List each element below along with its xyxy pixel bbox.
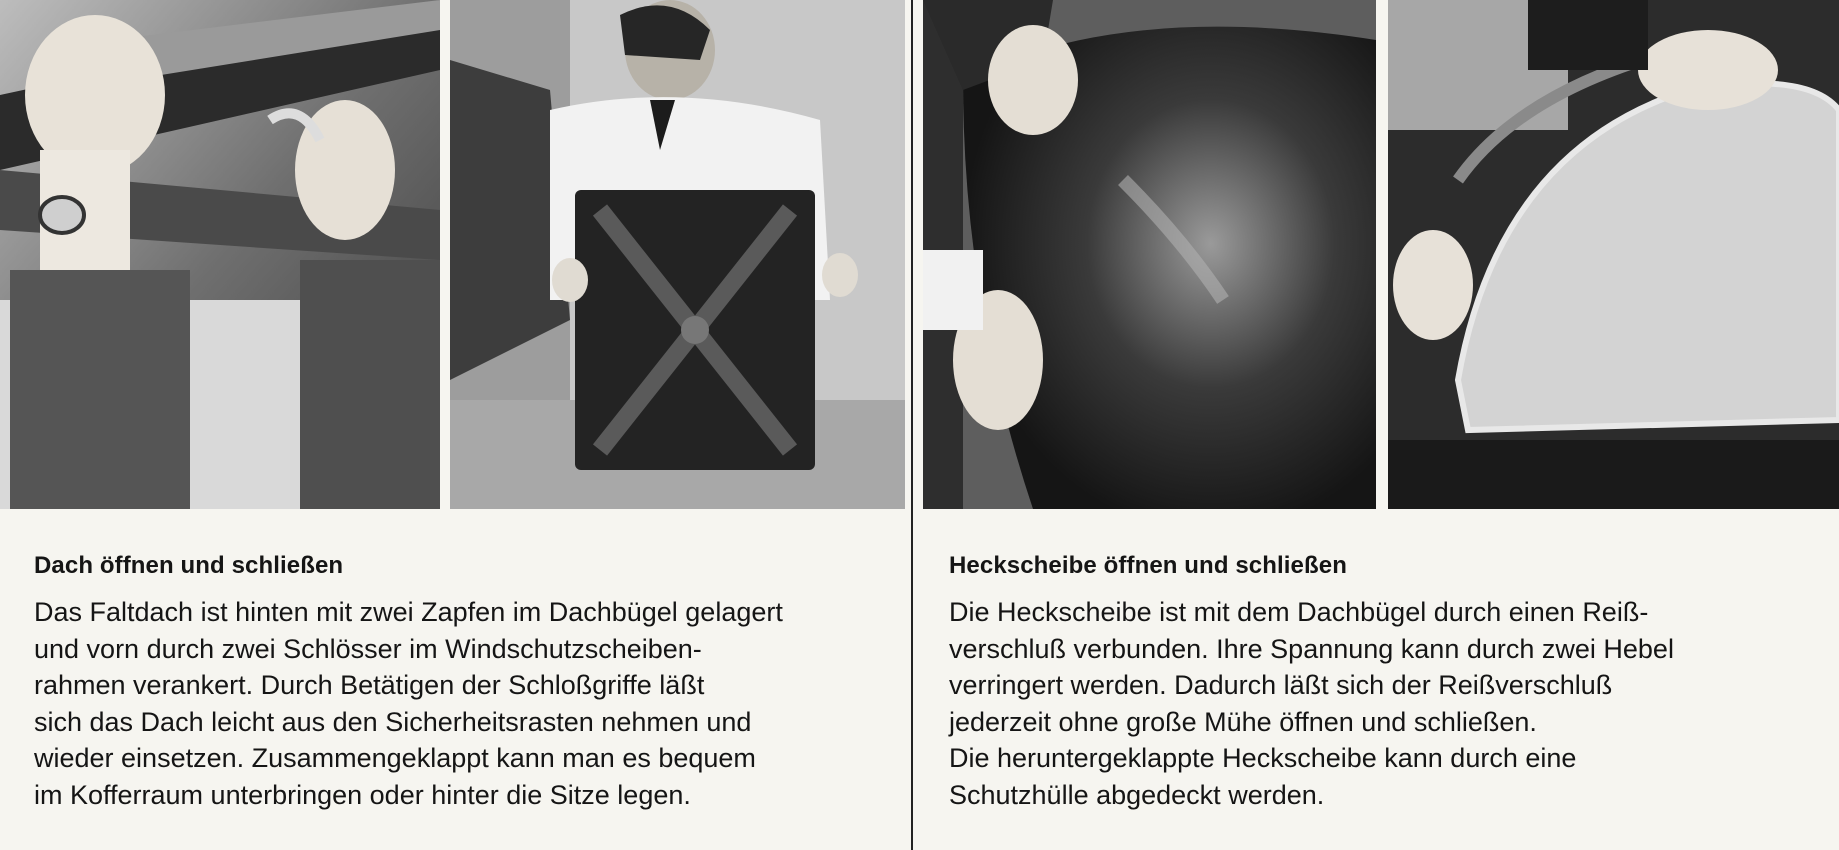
text-line: verringert werden. Dadurch läßt sich der Reißverschluß (949, 670, 1613, 700)
section-roof (34, 552, 894, 813)
text-line: jederzeit ohne große Mühe öffnen und schließen. (949, 706, 1537, 737)
paragraph-rear-window (949, 594, 1819, 813)
photo-folded-roof (450, 0, 905, 509)
paragraph-roof (34, 594, 894, 813)
text-line: im Kofferraum unterbringen oder hinter die Sitze legen. (34, 779, 691, 810)
heading-roof: Dach öffnen und schließen (34, 552, 344, 579)
text-line: rahmen verankert. Durch Betätigen der Schloßgriffe läßt (34, 670, 705, 700)
photo-rear-window-zip (923, 0, 1376, 509)
text-line: sich das Dach leicht aus den Sicherheitsrasten nehmen und (34, 706, 752, 737)
text-line: Die heruntergeklappte Heckscheibe kann durch eine (949, 743, 1577, 773)
heading-rear-window: Heckscheibe öffnen und schließen (949, 552, 1347, 579)
column-divider (911, 0, 913, 850)
text-line: und vorn durch zwei Schlösser im Windschutzscheiben- (34, 633, 702, 664)
section-rear-window (949, 552, 1819, 813)
text-line: Die Heckscheibe ist mit dem Dachbügel durch einen Reiß- (949, 597, 1649, 627)
text-line: Schutzhülle abgedeckt werden. (949, 779, 1325, 810)
text-line: wieder einsetzen. Zusammengeklappt kann man es bequem (34, 743, 756, 773)
photo-rear-window-close (1388, 0, 1839, 509)
text-line: verschluß verbunden. Ihre Spannung kann durch zwei Hebel (949, 633, 1674, 664)
text-line: Das Faltdach ist hinten mit zwei Zapfen im Dachbügel gelagert (34, 597, 783, 627)
photo-roof-latch (0, 0, 440, 509)
